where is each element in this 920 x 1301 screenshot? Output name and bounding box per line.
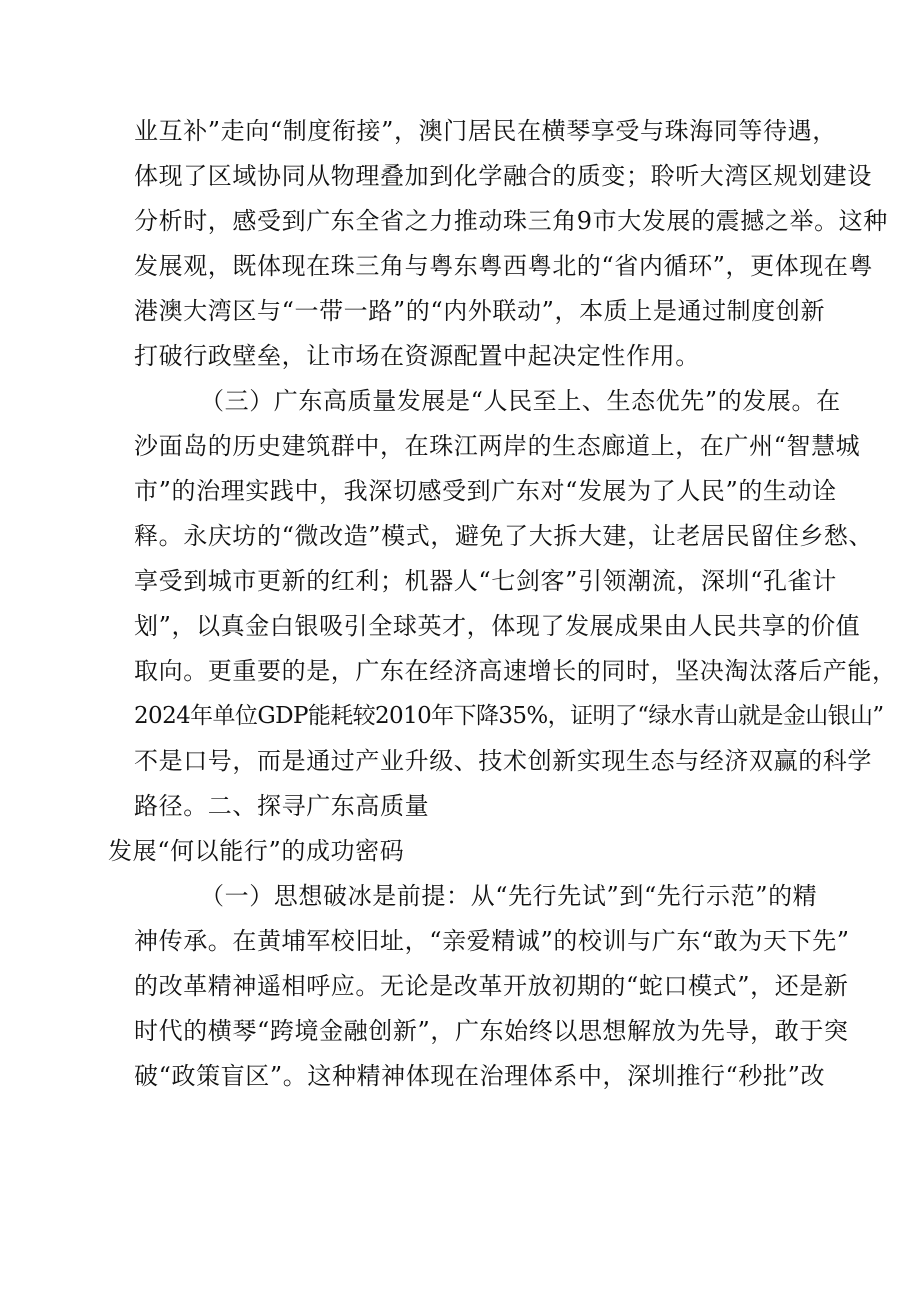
paragraph-line: 发展观，既体现在珠三角与粤东粤西粤北的“省内循环”，更体现在粤 bbox=[134, 252, 874, 280]
paragraph-line: 打破行政壁垒，让市场在资源配置中起决定性作用。 bbox=[134, 342, 700, 370]
paragraph-line: 享受到城市更新的红利；机器人“七剑客”引领潮流，深圳“孔雀计 bbox=[134, 567, 837, 595]
section-heading-line: 发展“何以能行”的成功密码 bbox=[108, 837, 405, 865]
paragraph-line: 释。永庆坊的“微改造”模式，避免了大拆大建，让老居民留住乡愁、 bbox=[134, 522, 874, 550]
section-heading-line: （三）广东高质量发展是“人民至上、生态优先”的发展。在 bbox=[200, 387, 841, 415]
paragraph-line: 2024年单位GDP能耗较2010年下降35%，证明了“绿水青山就是金山银山” bbox=[134, 703, 884, 729]
paragraph-line: 沙面岛的历史建筑群中，在珠江两岸的生态廊道上，在广州“智慧城 bbox=[134, 432, 861, 460]
paragraph-line: 体现了区域协同从物理叠加到化学融合的质变；聆听大湾区规划建设 bbox=[134, 162, 872, 190]
paragraph-line: 港澳大湾区与“一带一路”的“内外联动”，本质上是通过制度创新 bbox=[134, 297, 826, 325]
paragraph-line: 划”，以真金白银吸引全球英才，体现了发展成果由人民共享的价值 bbox=[134, 612, 861, 640]
paragraph-line: 不是口号，而是通过产业升级、技术创新实现生态与经济双赢的科学 bbox=[134, 747, 872, 775]
paragraph-line: 路径。二、探寻广东高质量 bbox=[134, 792, 430, 820]
paragraph-line: 破“政策盲区”。这种精神体现在治理体系中，深圳推行“秒批”改 bbox=[134, 1062, 826, 1090]
paragraph-line: 的改革精神遥相呼应。无论是改革开放初期的“蛇口模式”，还是新 bbox=[134, 972, 849, 1000]
paragraph-line: 时代的横琴“跨境金融创新”，广东始终以思想解放为先导，敢于突 bbox=[134, 1017, 849, 1045]
paragraph-line: 神传承。在黄埔军校旧址，“亲爱精诚”的校训与广东“敢为天下先” bbox=[134, 927, 850, 955]
paragraph-line: 市”的治理实践中，我深切感受到广东对“发展为了人民”的生动诠 bbox=[134, 477, 837, 505]
paragraph-line: 取向。更重要的是，广东在经济高速增长的同时，坚决淘汰落后产能， bbox=[134, 657, 897, 685]
paragraph-line: 业互补”走向“制度衔接”，澳门居民在横琴享受与珠海同等待遇， bbox=[134, 117, 837, 145]
paragraph-line: 分析时，感受到广东全省之力推动珠三角9市大发展的震撼之举。这种 bbox=[134, 207, 888, 235]
section-heading-line: （一）思想破冰是前提：从“先行先试”到“先行示范”的精 bbox=[200, 882, 818, 910]
